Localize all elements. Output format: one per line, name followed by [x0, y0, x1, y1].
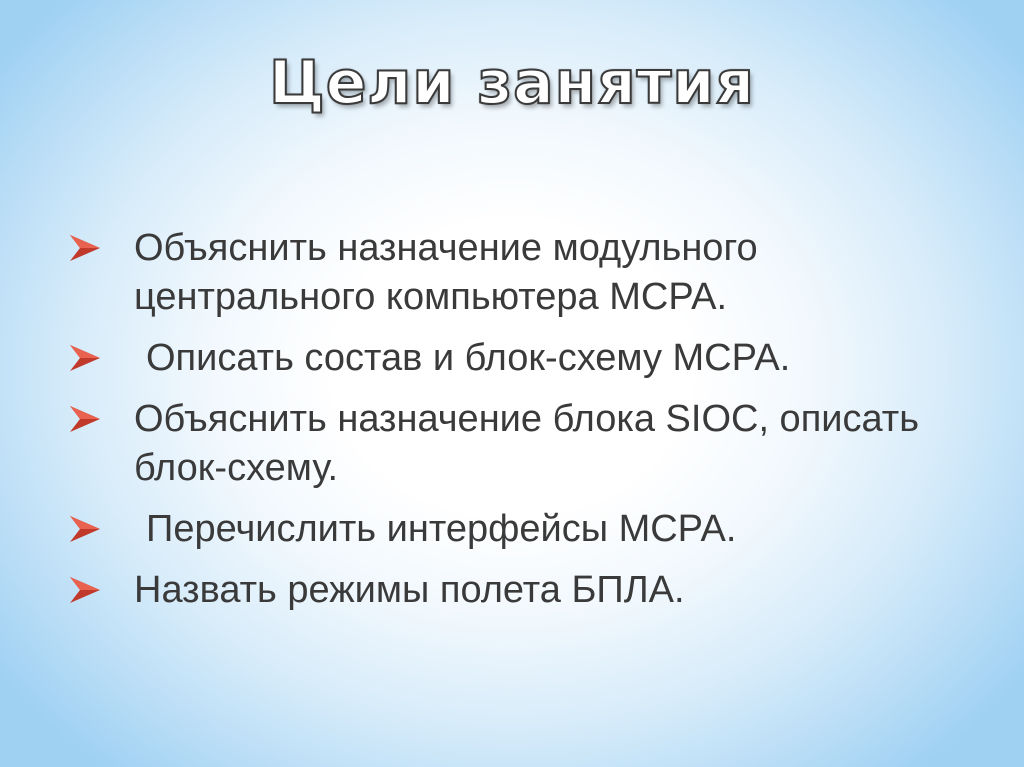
slide-title: Цели занятия	[269, 48, 755, 118]
red-arrowhead-icon	[68, 404, 102, 434]
red-arrowhead-icon	[68, 343, 102, 373]
red-arrowhead-icon	[68, 575, 102, 605]
goals-list	[60, 224, 960, 627]
goal-item	[60, 566, 960, 615]
goal-item	[60, 224, 960, 322]
red-arrowhead-icon	[68, 514, 102, 544]
goal-text: Объяснить назначение блока SIOC, описать блок-схему.	[134, 398, 919, 489]
goal-text: Перечислить интерфейсы МСРА.	[146, 508, 737, 550]
goal-text: Назвать режимы полета БПЛА.	[134, 569, 685, 611]
red-arrowhead-icon	[68, 233, 102, 263]
goal-item	[60, 505, 960, 554]
goal-text: Объяснить назначение модульного центрального компьютера МСРА.	[134, 227, 758, 318]
goal-item	[60, 395, 960, 493]
goal-item	[60, 334, 960, 383]
goal-text: Описать состав и блок-схему МСРА.	[146, 337, 791, 379]
